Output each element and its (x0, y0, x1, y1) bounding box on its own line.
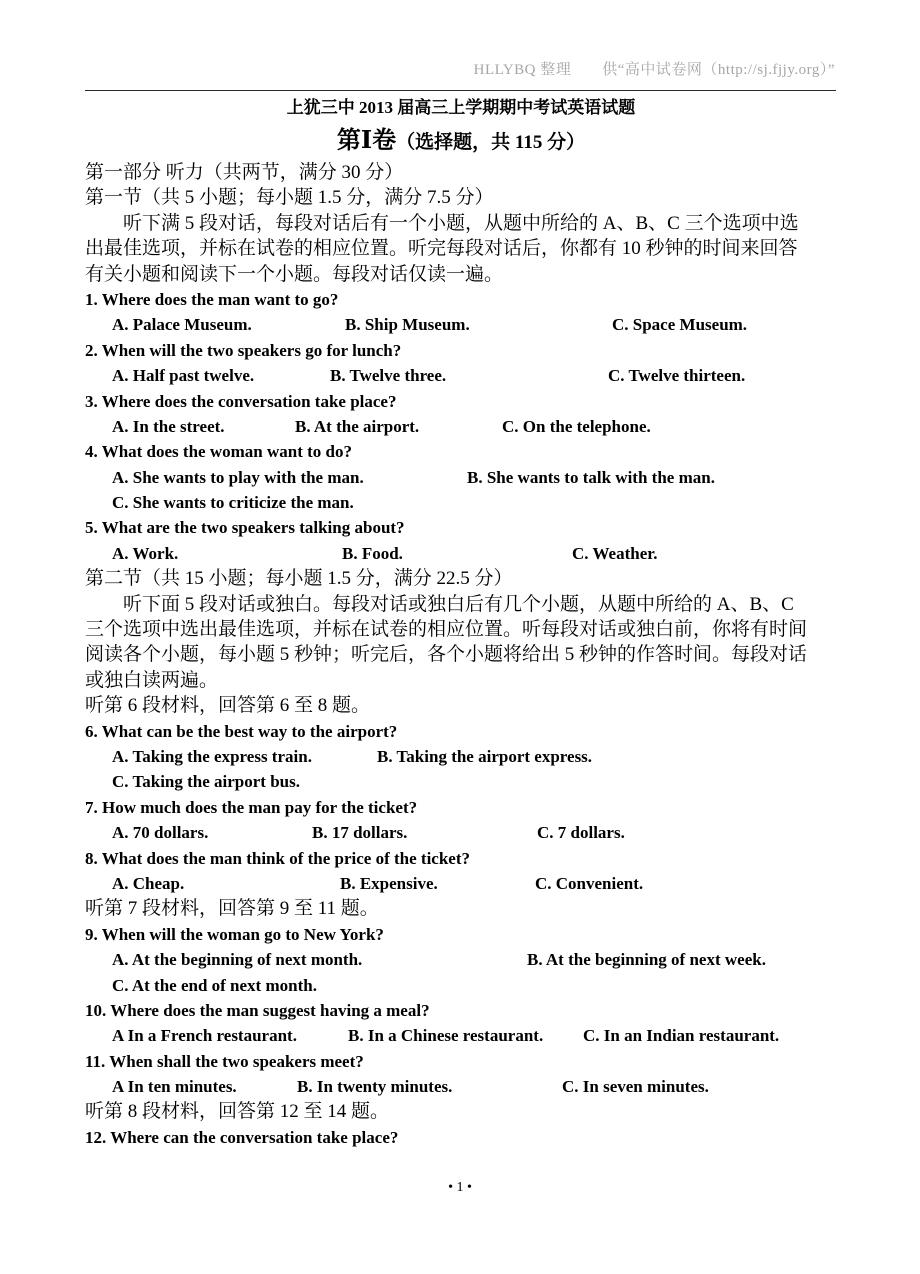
option-item: A In a French restaurant. (112, 1026, 297, 1046)
option-row (85, 973, 837, 998)
doc-line: 有关小题和阅读下一个小题。每段对话仅读一遍。 (85, 263, 504, 285)
option-row (85, 769, 837, 794)
doc-line: 听第 7 段材料，回答第 9 至 11 题。 (85, 898, 379, 920)
doc-line: 出最佳选项，并标在试卷的相应位置。听完每段对话后，你都有 10 秒钟的时间来回答 (85, 238, 798, 260)
option-item: B. Food. (342, 543, 403, 563)
doc-line: 4. What does the woman want to do? (85, 442, 352, 462)
doc-line: 三个选项中选出最佳选项，并标在试卷的相应位置。听每段对话或独白前，你将有时间 (85, 619, 808, 641)
option-row (85, 1074, 837, 1099)
page-title: 上犹三中 2013 届高三上学期期中考试英语试题 (286, 98, 636, 117)
option-row (85, 820, 837, 845)
option-item: A. 70 dollars. (112, 823, 209, 843)
doc-line: 6. What can be the best way to the airport? (85, 721, 398, 741)
option-item: B. She wants to talk with the man. (467, 467, 715, 487)
option-row (85, 465, 837, 490)
option-item: C. In seven minutes. (562, 1077, 709, 1097)
option-item: B. Ship Museum. (345, 315, 470, 335)
option-item: A. At the beginning of next month. (112, 950, 363, 970)
header-rule (85, 90, 836, 91)
doc-line: 听下满 5 段对话，每段对话后有一个小题，从题中所给的 A、B、C 三个选项中选 (123, 212, 799, 234)
doc-line: 或独白读两遍。 (85, 669, 219, 691)
option-item: B. 17 dollars. (312, 823, 408, 843)
doc-line: 9. When will the woman go to New York? (85, 924, 384, 944)
doc-line: 听第 8 段材料，回答第 12 至 14 题。 (85, 1101, 390, 1123)
option-item: B. Twelve three. (330, 366, 447, 386)
option-row (85, 541, 837, 566)
doc-line: 第二节（共 15 小题；每小题 1.5 分，满分 22.5 分） (85, 568, 513, 590)
header-credit: HLLYBQ 整理 供“高中试卷网（http://sj.fjjy.org）” (473, 62, 835, 78)
option-item: C. Twelve thirteen. (608, 366, 746, 386)
doc-line: 听下面 5 段对话或独白。每段对话或独白后有几个小题，从题中所给的 A、B、C (123, 593, 794, 615)
option-item: C. In an Indian restaurant. (583, 1026, 780, 1046)
doc-line: 8. What does the man think of the price of the ticket? (85, 848, 470, 868)
option-item: B. In twenty minutes. (297, 1077, 453, 1097)
option-row (85, 744, 837, 769)
page-number: • 1 • (448, 1180, 472, 1195)
doc-line: 12. Where can the conversation take place? (85, 1127, 399, 1147)
option-item: C. She wants to criticize the man. (112, 493, 354, 513)
option-item: C. At the end of next month. (112, 975, 317, 995)
volume-heading-main: 第Ⅰ卷 (336, 128, 397, 154)
option-item: C. On the telephone. (502, 416, 651, 436)
volume-heading-sub: （选择题，共 115 分） (396, 132, 586, 153)
option-item: B. Taking the airport express. (377, 746, 593, 766)
option-row (85, 947, 837, 972)
doc-line: 阅读各个小题，每小题 5 秒钟；听完后，各个小题将给出 5 秒钟的作答时间。每段对话 (85, 644, 808, 666)
option-item: A. She wants to play with the man. (112, 467, 364, 487)
volume-heading (85, 122, 837, 160)
doc-lines (85, 160, 837, 1150)
option-item: B. At the airport. (295, 416, 420, 436)
option-row (85, 871, 837, 896)
option-item: C. Convenient. (535, 873, 644, 893)
option-item: C. Space Museum. (612, 315, 748, 335)
option-item: C. Taking the airport bus. (112, 772, 300, 792)
doc-line: 第一节（共 5 小题；每小题 1.5 分，满分 7.5 分） (85, 187, 494, 209)
option-item: A In ten minutes. (112, 1077, 237, 1097)
option-row (85, 414, 837, 439)
option-item: A. Half past twelve. (112, 366, 255, 386)
option-row (85, 1023, 837, 1048)
option-item: B. In a Chinese restaurant. (348, 1026, 544, 1046)
option-item: B. Expensive. (340, 873, 438, 893)
option-item: A. Palace Museum. (112, 315, 252, 335)
exam-content (85, 94, 837, 1150)
doc-line: 11. When shall the two speakers meet? (85, 1051, 364, 1071)
option-row (85, 490, 837, 515)
doc-line: 5. What are the two speakers talking about? (85, 518, 405, 538)
option-item: A. Work. (112, 543, 179, 563)
option-item: A. In the street. (112, 416, 225, 436)
doc-line: 听第 6 段材料，回答第 6 至 8 题。 (85, 695, 371, 717)
option-item: C. 7 dollars. (537, 823, 625, 843)
doc-line: 2. When will the two speakers go for lunch? (85, 340, 402, 360)
option-item: A. Taking the express train. (112, 746, 312, 766)
doc-line: 1. Where does the man want to go? (85, 289, 339, 309)
option-row (85, 363, 837, 388)
option-item: C. Weather. (572, 543, 658, 563)
option-item: B. At the beginning of next week. (527, 950, 766, 970)
option-item: A. Cheap. (112, 873, 185, 893)
doc-line: 第一部分 听力（共两节，满分 30 分） (85, 162, 404, 183)
option-row (85, 312, 837, 337)
doc-line: 3. Where does the conversation take place? (85, 391, 397, 411)
doc-line: 10. Where does the man suggest having a meal? (85, 1000, 430, 1020)
doc-line: 7. How much does the man pay for the ticket? (85, 797, 418, 817)
